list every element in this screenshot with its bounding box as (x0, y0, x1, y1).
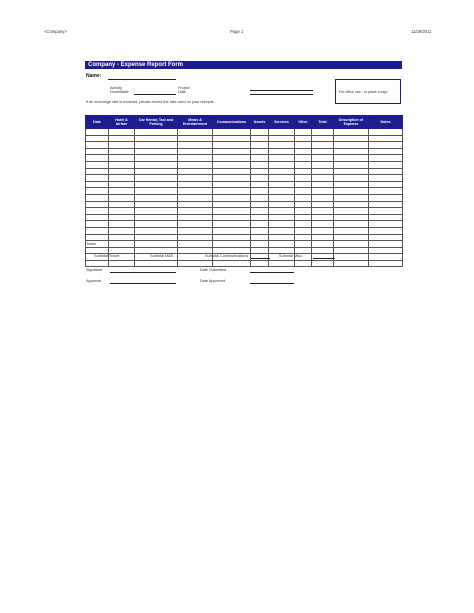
table-cell[interactable] (86, 181, 109, 188)
table-cell[interactable] (334, 208, 369, 215)
table-cell[interactable] (269, 221, 295, 228)
table-cell[interactable] (213, 129, 251, 136)
table-cell[interactable] (109, 221, 135, 228)
table-cell[interactable] (251, 148, 269, 155)
activity-field[interactable] (134, 94, 176, 95)
table-cell[interactable] (178, 155, 213, 162)
table-cell[interactable] (334, 227, 369, 234)
table-cell[interactable] (86, 194, 109, 201)
table-cell[interactable] (251, 155, 269, 162)
table-cell[interactable] (135, 214, 178, 221)
table-cell[interactable] (178, 181, 213, 188)
form-title-bar (85, 61, 402, 69)
table-cell[interactable] (251, 175, 269, 182)
company-header: <Company> (44, 29, 67, 34)
table-cell[interactable] (135, 241, 178, 248)
table-cell[interactable] (334, 247, 369, 254)
table-cell[interactable] (86, 260, 109, 267)
table-cell[interactable] (369, 148, 403, 155)
table-cell[interactable] (251, 247, 269, 254)
table-cell[interactable] (251, 227, 269, 234)
table-cell[interactable] (312, 201, 334, 208)
subtotal-misc-label: Subtotal Misc. (279, 254, 303, 258)
table-header-row (86, 116, 403, 129)
table-cell[interactable] (269, 148, 295, 155)
table-cell[interactable] (178, 227, 213, 234)
table-cell[interactable] (269, 234, 295, 241)
table-row (86, 175, 403, 182)
table-cell[interactable] (86, 221, 109, 228)
table-cell[interactable] (135, 208, 178, 215)
table-cell[interactable] (269, 241, 295, 248)
table-cell[interactable] (213, 201, 251, 208)
table-cell[interactable] (269, 194, 295, 201)
table-cell[interactable] (135, 234, 178, 241)
table-cell[interactable] (334, 214, 369, 221)
date-approved-label: Date Approved (200, 279, 226, 283)
table-cell[interactable] (269, 201, 295, 208)
table-cell[interactable] (295, 194, 312, 201)
table-cell[interactable] (312, 129, 334, 136)
table-cell[interactable] (178, 234, 213, 241)
project-label: Project (178, 86, 190, 90)
table-cell[interactable] (269, 227, 295, 234)
table-cell[interactable] (135, 260, 178, 267)
table-row (86, 129, 403, 136)
table-cell[interactable] (269, 168, 295, 175)
table-cell[interactable] (109, 227, 135, 234)
table-cell[interactable] (295, 142, 312, 149)
table-cell[interactable] (334, 194, 369, 201)
subtotal-me-label: Subtotal M&E (150, 254, 174, 258)
table-cell[interactable] (269, 155, 295, 162)
table-cell[interactable] (295, 227, 312, 234)
col-header-total: Total (312, 116, 334, 129)
table-cell[interactable] (312, 142, 334, 149)
table-cell[interactable] (295, 129, 312, 136)
table-cell[interactable] (369, 194, 403, 201)
table-row (86, 234, 403, 241)
table-cell[interactable] (312, 234, 334, 241)
table-cell[interactable] (213, 142, 251, 149)
table-cell[interactable] (312, 188, 334, 195)
col-header-date: Date (86, 116, 109, 129)
table-cell[interactable] (369, 135, 403, 142)
activity-sub-label: Nonbillable (110, 90, 129, 94)
table-cell[interactable] (369, 161, 403, 168)
exchange-note: If an exchange rate is involved, please record the rate used on your receipts. (86, 100, 215, 104)
table-cell[interactable] (109, 194, 135, 201)
table-cell[interactable] (109, 148, 135, 155)
table-cell[interactable] (295, 135, 312, 142)
table-cell[interactable] (178, 260, 213, 267)
subtotal-communications-field[interactable] (251, 258, 270, 259)
table-cell[interactable] (334, 142, 369, 149)
table-cell[interactable] (312, 194, 334, 201)
table-cell[interactable] (334, 221, 369, 228)
table-cell[interactable] (178, 135, 213, 142)
table-cell[interactable] (86, 234, 109, 241)
table-cell[interactable] (312, 175, 334, 182)
table-cell[interactable] (269, 247, 295, 254)
table-cell[interactable] (295, 175, 312, 182)
table-cell[interactable] (369, 247, 403, 254)
table-cell[interactable] (178, 194, 213, 201)
table-cell[interactable] (86, 168, 109, 175)
table-cell[interactable] (334, 234, 369, 241)
table-cell[interactable] (86, 161, 109, 168)
table-cell[interactable] (334, 181, 369, 188)
subtotal-travel-label: Subtotal Travel (94, 254, 120, 258)
table-cell[interactable] (109, 155, 135, 162)
table-cell[interactable] (135, 161, 178, 168)
subtotal-misc-field[interactable] (313, 258, 335, 259)
col-header-communications: Communications (213, 116, 251, 129)
table-cell[interactable] (213, 155, 251, 162)
date-label: Date (178, 90, 187, 94)
table-cell[interactable] (251, 188, 269, 195)
table-cell[interactable] (178, 168, 213, 175)
table-cell[interactable] (86, 227, 109, 234)
date-field[interactable] (250, 94, 313, 95)
table-cell[interactable] (369, 175, 403, 182)
table-cell[interactable] (109, 208, 135, 215)
table-cell[interactable] (269, 260, 295, 267)
table-cell[interactable] (369, 181, 403, 188)
table-cell[interactable] (251, 241, 269, 248)
approval-field[interactable] (110, 283, 176, 284)
table-cell[interactable] (312, 181, 334, 188)
table-cell[interactable] (135, 135, 178, 142)
subtotal-communications-label: Subtotal Communications (205, 254, 249, 258)
table-cell[interactable] (135, 194, 178, 201)
table-cell[interactable] (269, 214, 295, 221)
table-cell[interactable] (295, 155, 312, 162)
table-cell[interactable] (135, 201, 178, 208)
name-field[interactable] (108, 79, 176, 80)
table-cell[interactable] (312, 221, 334, 228)
table-cell[interactable] (178, 175, 213, 182)
table-cell[interactable] (295, 234, 312, 241)
totals-label: Totals (86, 242, 96, 246)
table-row (86, 142, 403, 149)
table-cell[interactable] (213, 161, 251, 168)
table-cell[interactable] (135, 221, 178, 228)
table-cell[interactable] (178, 188, 213, 195)
table-cell[interactable] (369, 227, 403, 234)
table-cell[interactable] (213, 214, 251, 221)
table-cell[interactable] (334, 168, 369, 175)
table-cell[interactable] (269, 181, 295, 188)
table-cell[interactable] (251, 181, 269, 188)
project-field[interactable] (250, 90, 313, 91)
header-date: 11/29/2011 (411, 29, 432, 34)
table-cell[interactable] (135, 175, 178, 182)
table-row (86, 168, 403, 175)
form-title: Company - Expense Report Form (88, 61, 184, 68)
table-cell[interactable] (135, 142, 178, 149)
table-cell[interactable] (295, 161, 312, 168)
table-cell[interactable] (312, 227, 334, 234)
table-cell[interactable] (135, 247, 178, 254)
table-cell[interactable] (178, 241, 213, 248)
table-cell[interactable] (178, 142, 213, 149)
table-cell[interactable] (109, 260, 135, 267)
table-cell[interactable] (213, 241, 251, 248)
table-cell[interactable] (178, 148, 213, 155)
table-cell[interactable] (295, 241, 312, 248)
col-header-hotel-airfare: Hotel & Airfare (109, 116, 135, 129)
table-cell[interactable] (109, 129, 135, 136)
date-submitted-field[interactable] (250, 272, 294, 273)
table-cell[interactable] (86, 208, 109, 215)
table-row (86, 227, 403, 234)
table-cell[interactable] (269, 188, 295, 195)
table-cell[interactable] (135, 227, 178, 234)
table-cell[interactable] (251, 208, 269, 215)
table-cell[interactable] (251, 161, 269, 168)
table-cell[interactable] (86, 188, 109, 195)
table-row (86, 247, 403, 254)
table-cell[interactable] (312, 135, 334, 142)
table-cell[interactable] (295, 260, 312, 267)
table-cell[interactable] (213, 208, 251, 215)
table-cell[interactable] (213, 135, 251, 142)
table-cell[interactable] (295, 201, 312, 208)
table-cell[interactable] (369, 142, 403, 149)
table-row (86, 221, 403, 228)
table-cell[interactable] (251, 194, 269, 201)
table-cell[interactable] (109, 135, 135, 142)
table-cell[interactable] (178, 221, 213, 228)
table-cell[interactable] (178, 201, 213, 208)
table-cell[interactable] (213, 221, 251, 228)
table-cell[interactable] (369, 168, 403, 175)
table-cell[interactable] (135, 181, 178, 188)
table-cell[interactable] (86, 175, 109, 182)
table-cell[interactable] (269, 161, 295, 168)
col-header-car-rental: Car Rental, Taxi and Parking (135, 116, 178, 129)
date-submitted-label: Date Submitted (200, 268, 227, 272)
table-cell[interactable] (269, 142, 295, 149)
table-cell[interactable] (334, 175, 369, 182)
date-approved-field[interactable] (250, 283, 294, 284)
table-cell[interactable] (312, 161, 334, 168)
table-cell[interactable] (213, 194, 251, 201)
table-cell[interactable] (251, 129, 269, 136)
table-cell[interactable] (369, 221, 403, 228)
activity-label: Activity (110, 86, 123, 90)
table-cell[interactable] (269, 129, 295, 136)
table-cell[interactable] (334, 148, 369, 155)
table-cell[interactable] (334, 260, 369, 267)
table-row (86, 214, 403, 221)
table-row (86, 161, 403, 168)
table-cell[interactable] (109, 247, 135, 254)
table-cell[interactable] (295, 148, 312, 155)
table-cell[interactable] (86, 155, 109, 162)
table-row (86, 194, 403, 201)
table-cell[interactable] (251, 221, 269, 228)
table-cell[interactable] (109, 214, 135, 221)
table-row (86, 148, 403, 155)
table-cell[interactable] (312, 148, 334, 155)
table-cell[interactable] (109, 201, 135, 208)
table-cell[interactable] (135, 129, 178, 136)
table-cell[interactable] (86, 129, 109, 136)
table-cell[interactable] (295, 247, 312, 254)
table-cell[interactable] (213, 168, 251, 175)
table-cell[interactable] (312, 155, 334, 162)
table-cell[interactable] (369, 129, 403, 136)
table-cell[interactable] (334, 201, 369, 208)
table-body (86, 129, 403, 267)
table-cell[interactable] (312, 214, 334, 221)
table-cell[interactable] (312, 208, 334, 215)
table-cell[interactable] (312, 247, 334, 254)
table-cell[interactable] (295, 168, 312, 175)
expense-table (85, 115, 403, 267)
table-cell[interactable] (178, 247, 213, 254)
table-cell[interactable] (109, 188, 135, 195)
office-use-text: For office use - or place a logo (339, 90, 388, 94)
table-cell[interactable] (135, 148, 178, 155)
table-cell[interactable] (178, 161, 213, 168)
table-cell[interactable] (213, 260, 251, 267)
table-cell[interactable] (86, 142, 109, 149)
table-cell[interactable] (369, 214, 403, 221)
table-cell[interactable] (178, 214, 213, 221)
table-cell[interactable] (369, 208, 403, 215)
col-header-meals: Meals & Entertainment (178, 116, 213, 129)
table-cell[interactable] (251, 201, 269, 208)
table-cell[interactable] (295, 221, 312, 228)
table-cell[interactable] (369, 155, 403, 162)
table-cell[interactable] (135, 168, 178, 175)
table-cell[interactable] (135, 188, 178, 195)
table-cell[interactable] (251, 234, 269, 241)
table-cell[interactable] (109, 181, 135, 188)
table-cell[interactable] (312, 260, 334, 267)
signature-field[interactable] (110, 272, 176, 273)
table-row (86, 201, 403, 208)
table-row (86, 208, 403, 215)
table-cell[interactable] (86, 214, 109, 221)
table-cell[interactable] (295, 208, 312, 215)
table-cell[interactable] (213, 188, 251, 195)
table-cell[interactable] (369, 188, 403, 195)
table-cell[interactable] (109, 241, 135, 248)
table-cell[interactable] (269, 135, 295, 142)
table-cell[interactable] (269, 208, 295, 215)
table-cell[interactable] (334, 161, 369, 168)
page-number: Page 1 (230, 29, 244, 34)
office-use-box (335, 79, 401, 104)
table-cell[interactable] (295, 214, 312, 221)
table-row (86, 135, 403, 142)
table-cell[interactable] (269, 175, 295, 182)
table-row (86, 188, 403, 195)
table-cell[interactable] (86, 148, 109, 155)
table-cell[interactable] (251, 168, 269, 175)
table-cell[interactable] (369, 241, 403, 248)
table-cell[interactable] (86, 247, 109, 254)
table-cell[interactable] (86, 201, 109, 208)
table-cell[interactable] (109, 175, 135, 182)
signature-label: Signature (86, 268, 103, 272)
col-header-notes: Notes (369, 116, 403, 129)
table-cell[interactable] (178, 208, 213, 215)
table-row (86, 181, 403, 188)
table-cell[interactable] (109, 142, 135, 149)
table-cell[interactable] (213, 234, 251, 241)
table-cell[interactable] (251, 260, 269, 267)
table-cell[interactable] (295, 188, 312, 195)
name-label: Name: (86, 73, 102, 79)
table-cell[interactable] (251, 142, 269, 149)
table-cell[interactable] (312, 241, 334, 248)
table-cell[interactable] (369, 260, 403, 267)
table-cell[interactable] (109, 168, 135, 175)
table-cell[interactable] (334, 155, 369, 162)
table-row (86, 241, 403, 248)
table-row (86, 260, 403, 267)
table-cell[interactable] (213, 247, 251, 254)
table-cell[interactable] (109, 161, 135, 168)
table-cell[interactable] (369, 201, 403, 208)
table-cell[interactable] (109, 234, 135, 241)
table-cell[interactable] (213, 181, 251, 188)
table-cell[interactable] (334, 135, 369, 142)
table-row (86, 155, 403, 162)
table-cell[interactable] (251, 214, 269, 221)
table-cell[interactable] (295, 181, 312, 188)
table-cell[interactable] (334, 129, 369, 136)
table-cell[interactable] (135, 155, 178, 162)
approval-label: Approval (86, 279, 101, 283)
table-cell[interactable] (213, 227, 251, 234)
col-header-other: Other (295, 116, 312, 129)
table-cell[interactable] (251, 135, 269, 142)
table-cell[interactable] (312, 168, 334, 175)
table-cell[interactable] (369, 234, 403, 241)
col-header-assets: Assets (251, 116, 269, 129)
table-cell[interactable] (86, 135, 109, 142)
table-cell[interactable] (369, 254, 403, 261)
table-cell[interactable] (213, 175, 251, 182)
table-cell[interactable] (334, 188, 369, 195)
col-header-description: Description of Expense (334, 116, 369, 129)
table-cell[interactable] (178, 129, 213, 136)
table-cell[interactable] (334, 241, 369, 248)
table-cell[interactable] (334, 254, 369, 261)
table-cell[interactable] (213, 148, 251, 155)
col-header-services: Services (269, 116, 295, 129)
